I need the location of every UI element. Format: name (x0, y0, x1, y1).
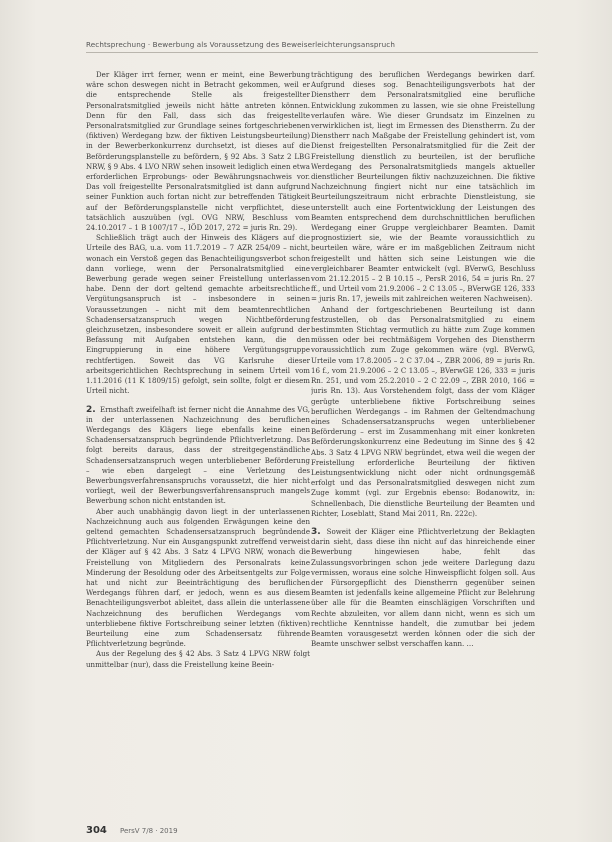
paragraph: Anhand der fortgeschriebenen Beurteilung ist dann festzustellen, ob das Personalratsmitglied zu einem bestimmten Stichtag vermutlich zu hätte zum Zuge kommen müssen oder bei rechtmäßigem Vorgehen des Dienstherrn voraussichtlich zum Zuge gekommen wäre (vgl. BVerwG, Urteile vom 17.8.2005 – 2 C 37.04 –, ZBR 2006, 89 = juris Rn. 16 f., vom 21.9.2006 – 2 C 13.05 –, BVerwGE 126, 333 = juris Rn. 251, und vom 25.2.2010 – 2 C 22.09 –, ZBR 2010, 166 = juris Rn. 13). Aus Vorstehendem folgt, dass der vom Kläger gerügte unterbliebene fiktive Fortschreibung seines beruflichen Werdegangs – im Rahmen der Geltendmachung eines Schadensersatzanspruchs wegen unterbliebener Beförderung – erst im Zusammenhang mit einer konkreten Beförderungskonkurrenz eine Bedeutung im Sinne des § 42 Abs. 3 Satz 4 LPVG NRW begründet, etwa weil die wegen der Freistellung erforderliche Beurteilung der fiktiven Leistungsentwicklung nicht oder nicht ordnungsgemäß erfolgt und das Personalratsmitglied deswegen nicht zum Zuge kommt (vgl. zur Ergebnis ebenso: Bodanowitz, in: Schnellenbach, Die dienstliche Beurteilung der Beamten und Richter, Loseblatt, Stand Mai 2011, Rn. 222c). (311, 304, 535, 518)
paragraph: Schließlich trägt auch der Hinweis des Klägers auf die Urteile des BAG, u.a. vom 11.7.2019 – 7 AZR 254/09 – nicht, wonach ein Verstoß gegen das Benachteiligungsverbot schon dann vorliege, wenn der Personalratsmitglied eine Bewerbung gerade wegen seiner Freistellung unterlassen habe. Denn der dort geltend gemachte arbeitsrechtliche Vergütungsanspruch ist – insbesondere in seinen Voraussetzungen – nicht mit dem beamtenrechtlichen Schadensersatzanspruch wegen Nichtbeförderung gleichzusetzen, insbesondere soweit er allein aufgrund der Befassung mit Aufgaben entstehen kann, die den Eingruppierung in eine höhere Vergütungsgruppe rechtfertigen. Soweit das VG Karlsruhe dieser arbeitsgerichtlichen Rechtsprechung in seinem Urteil vom 1.11.2016 (11 K 1809/15) gefolgt, sein sollte, folgt er diesem Urteil nicht. (86, 233, 310, 396)
paragraph: Aber auch unabhängig davon liegt in der unterlassenen Nachzeichnung auch aus folgenden Erwägungen keine den geltend gemachten Schadensersatzanspruch begründende Pflichtverletzung. Nur ein Ausgangspunkt zutreffend verweist der Kläger auf § 42 Abs. 3 Satz 4 LPVG NRW, wonach die Freistellung von Mitgliedern des Personalrats keine Minderung der Besoldung oder des Arbeitsentgelts zur Folge hat und nicht zur Beeinträchtigung des beruflichen Werdegangs führen darf, er jedoch, wenn es aus diesem Benachteiligungsverbot ableitet, dass allein die unterlassene Nachzeichnung des beruflichen Werdegangs vom unterbliebene fiktive Fortschreibung seiner letzten (fiktiven) Beurteilung eine zum Schadensersatz führende Pflichtverletzung begründe. (86, 506, 310, 649)
section-2 (86, 405, 310, 507)
paragraph: Aus der Regelung des § 42 Abs. 3 Satz 4 LPVG NRW folgt unmittelbar (nur), dass die Freistellung keine Beein- (86, 649, 310, 669)
section-number: 3. (311, 526, 321, 537)
header-rule (86, 52, 538, 53)
running-header: Rechtsprechung · Bewerbung als Voraussetzung des Beweiserleichterungsanspruch (86, 40, 395, 49)
page-number: 304 (86, 825, 107, 836)
paragraph: trächtigung des beruflichen Werdegangs bewirken darf. Aufgrund dieses sog. Benachteiligungsverbots hat der Dienstherr dem Personalratsmitglied eine berufliche Entwicklung zukommen zu lassen, wie sie ohne Freistellung verlaufen wäre. Wie dieser Grundsatz im Einzelnen zu verwirklichen ist, liegt im Ermessen des Dienstherrn. Zu der Dienstherr nach Maßgabe der Freistellung gehindert ist, vom Dienst freigestellten Personalratsmitglied für die Zeit der Freistellung dienstlich zu beurteilen, ist der berufliche Werdegang des Personalratsmitglieds mangels aktueller dienstlicher Beurteilungen fiktiv nachzuzeichnen. Die fiktive Nachzeichnung fingiert nicht nur eine tatsächlich im Beurteilungszeitraum nicht erbrachte Dienstleistung, sie unterstellt auch eine Fortentwicklung der Leistungen des Beamten entsprechend dem durchschnittlichen beruflichen Werdegang einer Gruppe vergleichbarer Beamten. Damit prognostiziert sie, wie der Beamte voraussichtlich zu beurteilen wäre, wäre er im maßgeblichen Zeitraum nicht freigestellt und hätten sich seine Leistungen wie die vergleichbarer Beamter entwickelt (vgl. BVerwG, Beschluss vom 21.12.2015 – 2 B 10.15 –, PersR 2016, 54 = juris Rn. 27 ff., und Urteil vom 21.9.2006 – 2 C 13.05 –, BVerwGE 126, 333 = juris Rn. 17, jeweils mit zahlreichen weiteren Nachweisen). (311, 70, 535, 304)
journal-issue: PersV 7/8 · 2019 (119, 827, 178, 835)
section-text: Soweit der Kläger eine Pflichtverletzung der Beklagten darin sieht, dass diese ihn nicht auf das hinreichende einer Bewerbung hingewiesen habe, fehlt das Zulassungsvorbringen schon jede weitere Darlegung dazu vermissen, woraus eine solche Hinweispflicht folgen soll. Aus der Fürsorgepflicht des Dienstherrn gegenüber seinen Beamten ist jedenfalls keine allgemeine Pflicht zur Belehrung über alle für die Beamten einschlägigen Vorschriften und Rechte abzuleiten, vor allem dann nicht, wenn es sich um rechtliche Kenntnisse handelt, die zumutbar bei jedem Beamten vorausgesetzt werden können oder die sich der Beamte unschwer selbst verschaffen kann. … (311, 526, 535, 649)
section-number: 2. (86, 404, 96, 415)
left-column (86, 70, 310, 805)
paragraph: Der Kläger irrt ferner, wenn er meint, eine Bewerbung wäre schon deswegen nicht in Betracht gekommen, weil er die entsprechende Stelle als freigestellter Personalratsmitglied jeweils nicht hätte antreten können. Denn für den Fall, dass sich das freigestellte Personalratsmitglied zur Grundlage seines fortgeschriebenen (fiktiven) Werdegang bzw. der fiktiven Leistungsbeurteilung) in der Bewerberkonkurrenz durchsetzt, ist dieses auf die Beförderungsplanstelle zu befördern, § 92 Abs. 3 Satz 2 LBG NRW, § 9 Abs. 4 LVO NRW sehen insoweit lediglich einen etwa erforderlichen Erprobungs- oder Bewährungsnachweis vor. Das voll freigestellte Personalratsmitglied ist dann aufgrund seiner Funktion auch fortan nicht zur betreffenden Tätigkeit auf der Beförderungsplanstelle nicht verpflichtet, diese tatsächlich auszuüben (vgl. OVG NRW, Beschluss vom 24.10.2017 – 1 B 1007/17 –, IÖD 2017, 272 = juris Rn. 29). (86, 70, 310, 233)
section-3 (311, 527, 535, 649)
right-column (311, 70, 535, 805)
page-footer (86, 818, 178, 837)
section-text: Ernsthaft zweifelhaft ist ferner nicht die Annahme des VG, in der unterlassenen Nachzeichnung des beruflichen Werdegangs des Klägers liege ebenfalls keine einen Schadensersatzanspruch begründende Pflichtverletzung. Das folgt bereits daraus, dass der streitgegenständliche Schadensersatzanspruch wegen unterbliebener Beförderung – wie eben dargelegt – eine Verletzung des Bewerbungsverfahrensanspruchs voraussetzt, die hier nicht vorliegt, weil der Bewerbungsverfahrensanspruch mangels Bewerbung schon nicht entstanden ist. (86, 404, 310, 506)
